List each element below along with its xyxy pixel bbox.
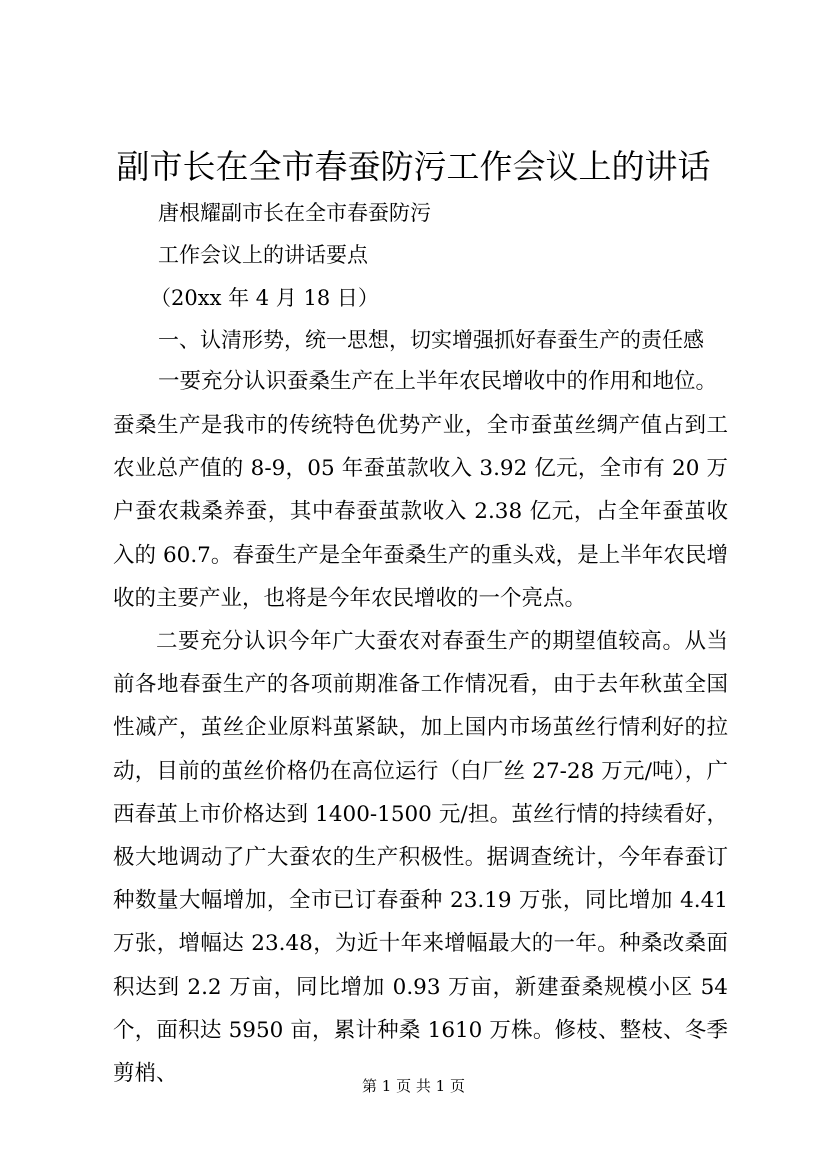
- subtitle-line-2: 工作会议上的讲话要点: [158, 243, 368, 267]
- document-title: 副市长在全市春蚕防污工作会议上的讲话: [116, 147, 711, 186]
- section-heading-1: 一、认清形势，统一思想，切实增强抓好春蚕生产的责任感: [158, 328, 704, 352]
- paragraph-1-body: 蚕桑生产是我市的传统特色优势产业，全市蚕茧丝绸产值占到工农业总产值的 8-9，05 年蚕茧款收入 3.92 亿元，全市有 20 万户蚕农栽桑养蚕，其中春蚕茧款收入 2.38 亿元，占全年蚕茧收入的 60.7。春蚕生产是全年蚕桑生产的重头戏，是上半年农民增收的主要产业，也将是今年农民增收的一个亮点。: [113, 413, 728, 611]
- paragraph-2: 二要充分认识今年广大蚕农对春蚕生产的期望值较高。从当前各地春蚕生产的各项前期准备工作情况看，由于去年秋茧全国性减产，茧丝企业原料茧紧缺，加上国内市场茧丝行情利好的拉动，目前的茧丝价格仍在高位运行（白厂丝 27-28 万元/吨），广西春茧上市价格达到 1400-1500 元/担。茧丝行情的持续看好，极大地调动了广大蚕农的生产积极性。据调查统计，今年春蚕订种数量大幅增加，全市已订春蚕种 23.19 万张，同比增加 4.41 万张，增幅达 23.48，为近十年来增幅最大的一年。种桑改桑面积达到 2.2 万亩，同比增加 0.93 万亩，新建蚕桑规模小区 54 个，面积达 5950 亩，累计种桑 1610 万株。修枝、整枝、冬季剪梢、: [113, 629, 728, 1087]
- page-footer: 第 1 页 共 1 页: [362, 1077, 465, 1095]
- date-line: （20xx 年 4 月 18 日）: [150, 286, 379, 310]
- paragraph-1-lead: 一要充分认识蚕桑生产在上半年农民增收中的作用和地位。: [158, 369, 718, 394]
- subtitle-line-1: 唐根耀副市长在全市春蚕防污: [158, 201, 431, 225]
- document-body: [113, 404, 728, 1095]
